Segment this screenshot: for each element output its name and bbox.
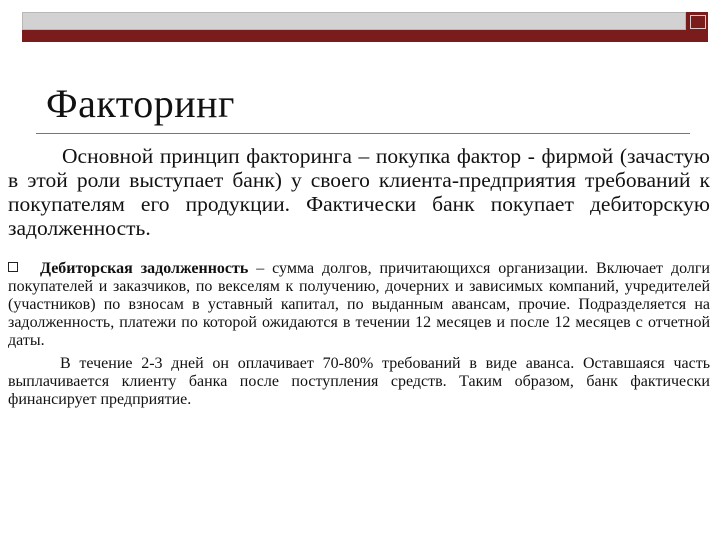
- slide-title: Факторинг: [46, 81, 235, 126]
- square-bullet-icon: [8, 262, 18, 272]
- header-bar-gray: [22, 12, 686, 30]
- definition-text: – сумма долгов, причитающихся организации. Включает долги покупателей и заказчиков, по векселям к получению, дочерних и зависимых компаний, учредителей (участников) по взносам в уставный капитал, по выданным авансам, прочие. Подразделяется на задолженность, платежи по которой ожидаются в течении 12 месяцев и после 12 месяцев с отчетной даты.: [8, 260, 710, 349]
- title-divider: [36, 133, 690, 134]
- header-corner-box-frame: [690, 15, 706, 29]
- definition-paragraph: [8, 260, 710, 350]
- header-corner-box: [686, 12, 708, 30]
- definition-term: Дебиторская задолженность: [40, 260, 249, 277]
- header-bar-red: [22, 30, 708, 42]
- financing-paragraph: В течение 2-3 дней он оплачивает 70-80% требований в виде аванса. Оставшаяся часть выплачивается клиенту банка после поступления средств. Таким образом, банк фактически финансирует предприятие.: [8, 355, 710, 408]
- lead-paragraph: Основной принцип факторинга – покупка фактор - фирмой (зачастую в этой роли выступает банк) у своего клиента-предприятия требований к покупателям его продукции. Фактически банк покупает дебиторскую задолженность.: [8, 144, 710, 240]
